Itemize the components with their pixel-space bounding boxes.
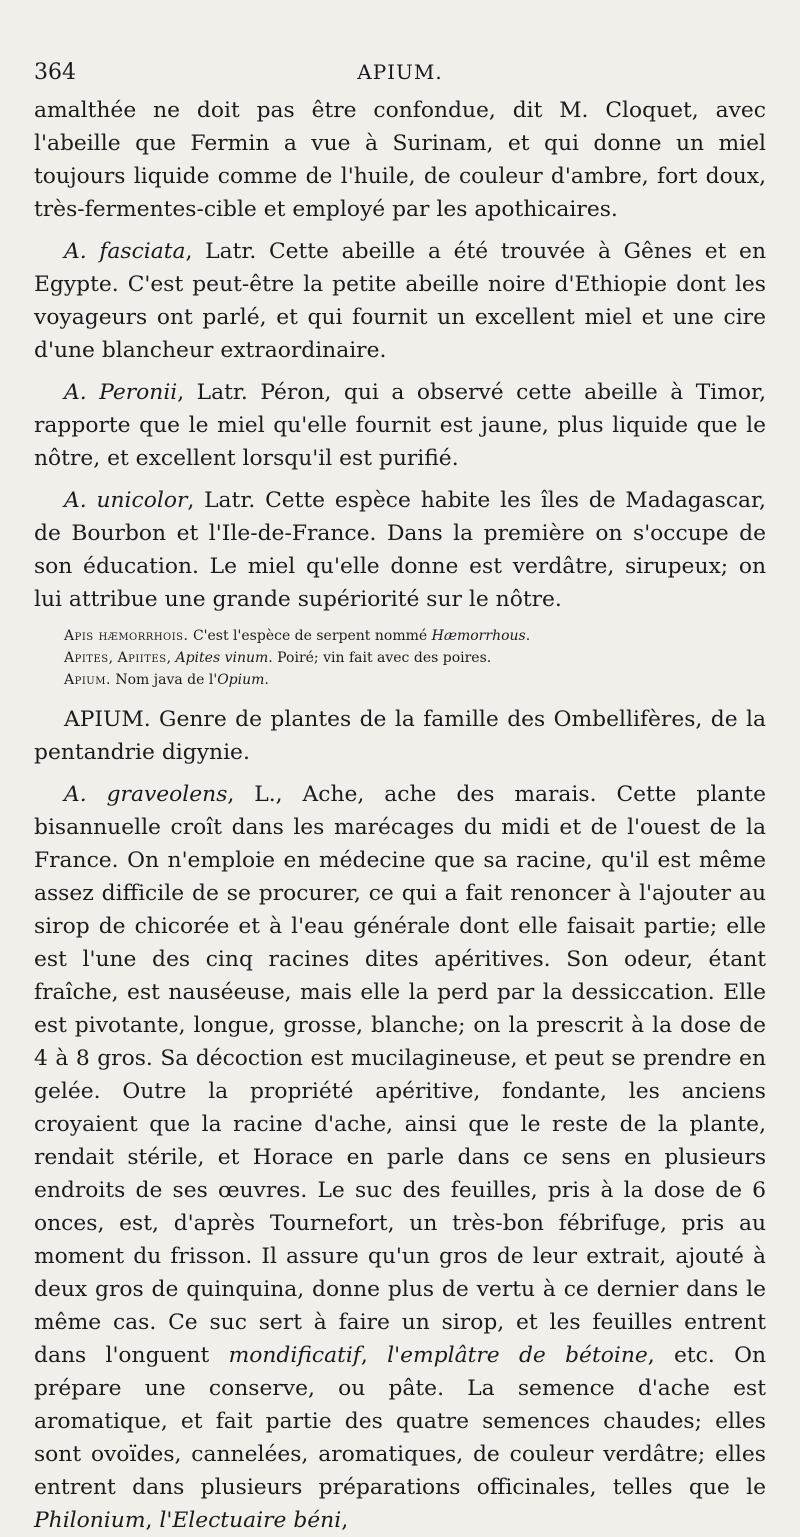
species-name: A. unicolor bbox=[64, 488, 188, 513]
remedy-name-2: l'emplâtre de bétoine bbox=[387, 1343, 648, 1368]
entry-tail: . bbox=[264, 672, 269, 688]
entry-apites bbox=[34, 647, 766, 669]
remedy-name: mondificatif bbox=[228, 1343, 361, 1368]
entry-head-2: Apiites bbox=[117, 650, 167, 666]
paragraph-graveolens bbox=[34, 778, 766, 1537]
entry-italic: Opium bbox=[217, 672, 265, 688]
running-head: APIUM. bbox=[357, 60, 443, 84]
species-text: , Latr. Péron, qui a observé cette abeille à Timor, rapporte que le miel qu'elle fournit est jaune, plus liquide que le nôtre, et excellent lorsqu'il est purifié. bbox=[34, 380, 766, 471]
entry-head: Apites bbox=[64, 650, 109, 666]
species-text-5: , bbox=[341, 1508, 349, 1533]
remedy-name-3: Philonium bbox=[34, 1508, 146, 1533]
remedy-name-4: l'Electuaire béni bbox=[159, 1508, 342, 1533]
paragraph-apium-genus bbox=[34, 703, 766, 769]
entry-italic: Hæmorrhous bbox=[431, 628, 526, 644]
species-text-4: , bbox=[145, 1508, 160, 1533]
species-text: , Latr. Cette espèce habite les îles de Madagascar, de Bourbon et l'Ile-de-France. Dans la première on s'occupe de son éducation. Le miel qu'elle donne est verdâtre, sirupeux; on lui attribue une grande supériorité sur le nôtre. bbox=[34, 488, 766, 612]
entry-head: Apium. bbox=[64, 672, 111, 688]
paragraph-amalthee: amalthée ne doit pas être confondue, dit M. Cloquet, avec l'abeille que Fermin a vue à Surinam, et qui donne un miel toujours liquide comme de l'huile, de couleur d'ambre, fort doux, très-fermentes-cible et employé par les apothicaires. bbox=[34, 98, 766, 222]
entry-mid: , bbox=[108, 650, 118, 666]
entry-apis-haemorrhois bbox=[34, 625, 766, 647]
species-text: , Latr. Cette abeille a été trouvée à Gênes et en Egypte. C'est peut-être la petite abeille noire d'Ethiopie dont les voyageurs ont parlé, et qui fournit un excellent miel et une cire d'une blancheur extraordinaire. bbox=[34, 239, 766, 363]
entry-title: APIUM. bbox=[64, 707, 151, 732]
species-name: A. fasciata bbox=[64, 239, 186, 264]
species-name: A. graveolens bbox=[64, 782, 228, 807]
entry-text: C'est l'espèce de serpent nommé bbox=[188, 628, 432, 644]
species-name: A. Peronii bbox=[64, 380, 178, 405]
entry-head: Apis hæmorrhois. bbox=[64, 628, 189, 644]
species-text-2: , bbox=[360, 1343, 388, 1368]
entry-text: , bbox=[166, 650, 176, 666]
short-entries bbox=[34, 625, 766, 691]
page-header bbox=[34, 60, 766, 94]
entry-definition: Genre de plantes de la famille des Ombellifères, de la pentandrie digynie. bbox=[34, 707, 766, 765]
species-text: , L., Ache, ache des marais. Cette plante bisannuelle croît dans les marécages du midi et de l'ouest de la France. On n'emploie en médecine que sa racine, qu'il est même assez difficile de se procurer, ce qui a fait renoncer à l'ajouter au sirop de chicorée et à l'eau générale dont elle faisait partie; elle est l'une des cinq racines dites apéritives. Son odeur, étant fraîche, est nauséeuse, mais elle la perd par la dessiccation. Elle est pivotante, longue, grosse, blanche; on la prescrit à la dose de 4 à 8 gros. Sa décoction est mucilagineuse, et peut se prendre en gelée. Outre la propriété apéritive, fondante, les anciens croyaient que la racine d'ache, ainsi que le reste de la plante, rendait stérile, et Horace en parle dans ce sens en plusieurs endroits de ses œuvres. Le suc des feuilles, pris à la dose de 6 onces, est, d'après Tournefort, un très-bon fébrifuge, pris au moment du frisson. Il assure qu'un gros de leur extrait, ajouté à deux gros de quinquina, donne plus de vertu à ce dernier dans le même cas. Ce suc sert à faire un sirop, et les feuilles entrent dans l'onguent bbox=[34, 782, 766, 1368]
entry-text: Nom java de l' bbox=[110, 672, 218, 688]
page-number: 364 bbox=[34, 60, 76, 85]
paragraph-fasciata bbox=[34, 235, 766, 367]
species-text-3: , etc. On prépare une conserve, ou pâte. La semence d'ache est aromatique, et fait partie des quatre semences chaudes; elles sont ovoïdes, cannelées, aromatiques, de couleur verdâtre; elles entrent dans plusieurs préparations officinales, telles que le bbox=[34, 1343, 766, 1500]
paragraph-unicolor bbox=[34, 484, 766, 616]
entry-tail: . Poiré; vin fait avec des poires. bbox=[268, 650, 492, 666]
entry-italic: Apites vinum bbox=[175, 650, 269, 666]
entry-apium-java bbox=[34, 669, 766, 691]
paragraph-peronii bbox=[34, 376, 766, 475]
entry-tail: . bbox=[525, 628, 531, 644]
